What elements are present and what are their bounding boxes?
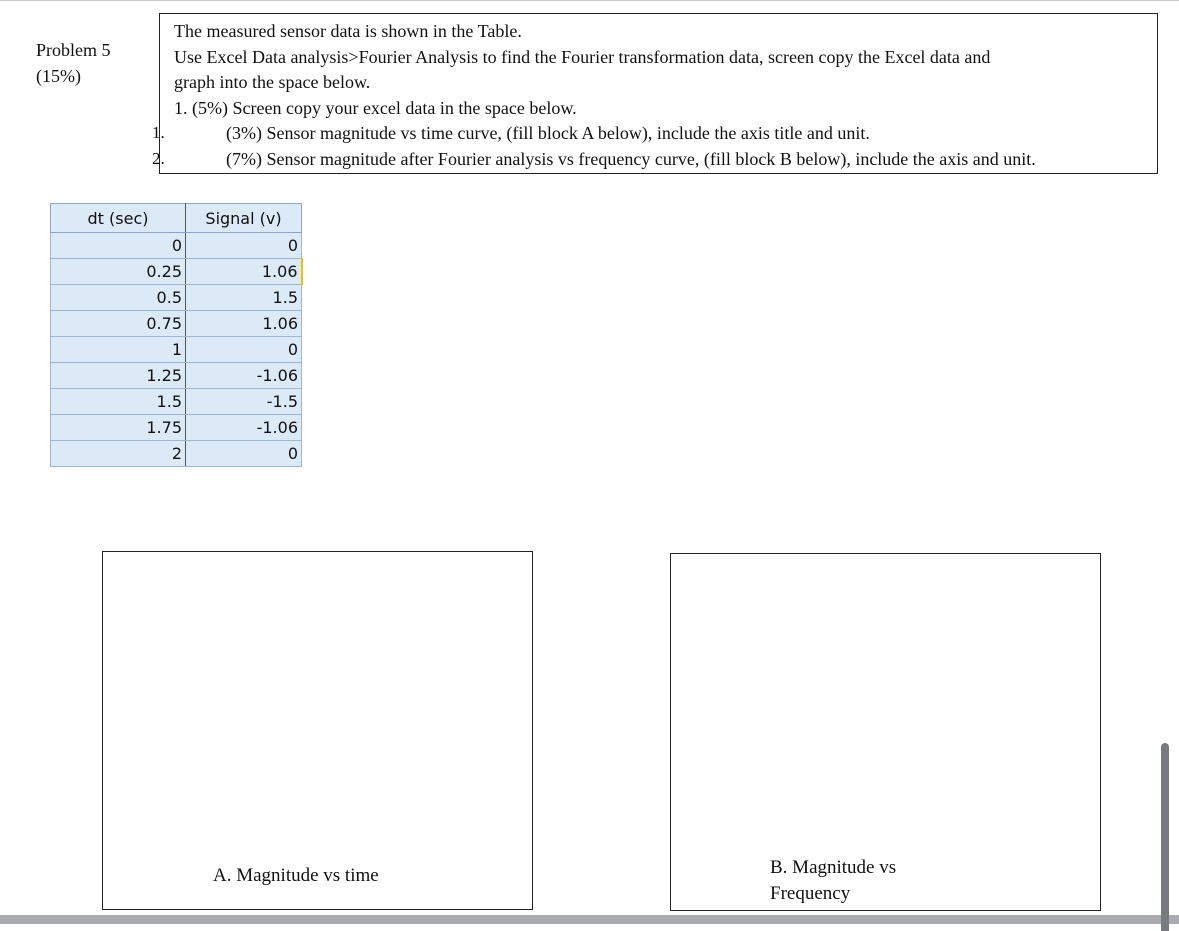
- cell-dt[interactable]: 1.25: [51, 363, 186, 389]
- cell-dt[interactable]: 1.5: [51, 389, 186, 415]
- instruction-line-1: The measured sensor data is shown in the Table.: [174, 21, 522, 41]
- block-a-caption: A. Magnitude vs time: [213, 865, 379, 886]
- table-row: [51, 285, 302, 311]
- table-row: [51, 363, 302, 389]
- cell-signal[interactable]: 1.06: [186, 311, 302, 337]
- table-row: [51, 389, 302, 415]
- cell-signal[interactable]: 0: [186, 233, 302, 259]
- instructions-box: [152, 13, 1158, 174]
- header-dt: dt (sec): [51, 204, 186, 233]
- block-b-caption: [770, 855, 896, 907]
- cell-dt[interactable]: 0: [51, 233, 186, 259]
- problem-title: Problem 5: [36, 40, 111, 60]
- table-row: [51, 259, 302, 285]
- table-row: [51, 441, 302, 467]
- block-b-magnitude-vs-frequency[interactable]: [670, 553, 1101, 911]
- problem-heading: [36, 37, 111, 89]
- cell-signal[interactable]: 0: [186, 441, 302, 467]
- cell-signal[interactable]: -1.06: [186, 415, 302, 441]
- cell-dt[interactable]: 0.5: [51, 285, 186, 311]
- header-signal: Signal (v): [186, 204, 302, 233]
- table-row: [51, 311, 302, 337]
- cell-signal[interactable]: -1.5: [186, 389, 302, 415]
- cell-signal[interactable]: -1.06: [186, 363, 302, 389]
- cell-dt[interactable]: 1.75: [51, 415, 186, 441]
- block-b-caption-line-1: B. Magnitude vs: [770, 857, 897, 878]
- sub-item-2-number: 2.: [152, 149, 165, 168]
- cell-signal[interactable]: 0: [186, 337, 302, 363]
- table-row: [51, 415, 302, 441]
- top-divider: [0, 0, 1179, 1]
- cell-signal[interactable]: 1.5: [186, 285, 302, 311]
- table-row: [51, 337, 302, 363]
- table-row: [51, 233, 302, 259]
- block-a-magnitude-vs-time[interactable]: [102, 551, 533, 910]
- sub-item-1-number: 1.: [152, 123, 165, 142]
- table-header-row: [51, 204, 302, 233]
- block-b-caption-line-2: Frequency: [770, 883, 851, 904]
- problem-weight: (15%): [36, 66, 81, 86]
- vertical-scrollbar-thumb[interactable]: [1161, 743, 1169, 931]
- horizontal-scrollbar[interactable]: [0, 915, 1179, 924]
- sensor-data-table: [50, 203, 303, 467]
- instruction-line-2: Use Excel Data analysis>Fourier Analysis to find the Fourier transformation data, screen copy the Excel data and: [174, 47, 991, 67]
- cell-dt[interactable]: 0.25: [51, 259, 186, 285]
- cell-dt[interactable]: 0.75: [51, 311, 186, 337]
- cell-signal[interactable]: 1.06: [186, 259, 302, 285]
- cell-dt[interactable]: 1: [51, 337, 186, 363]
- instruction-line-3: graph into the space below.: [174, 72, 371, 92]
- sub-item-2-text: (7%) Sensor magnitude after Fourier analysis vs frequency curve, (fill block B below), include the axis and unit.: [226, 149, 1036, 169]
- cell-dt[interactable]: 2: [51, 441, 186, 467]
- instruction-line-4: 1. (5%) Screen copy your excel data in the space below.: [174, 98, 577, 118]
- sub-item-1-text: (3%) Sensor magnitude vs time curve, (fill block A below), include the axis title and unit.: [226, 123, 870, 143]
